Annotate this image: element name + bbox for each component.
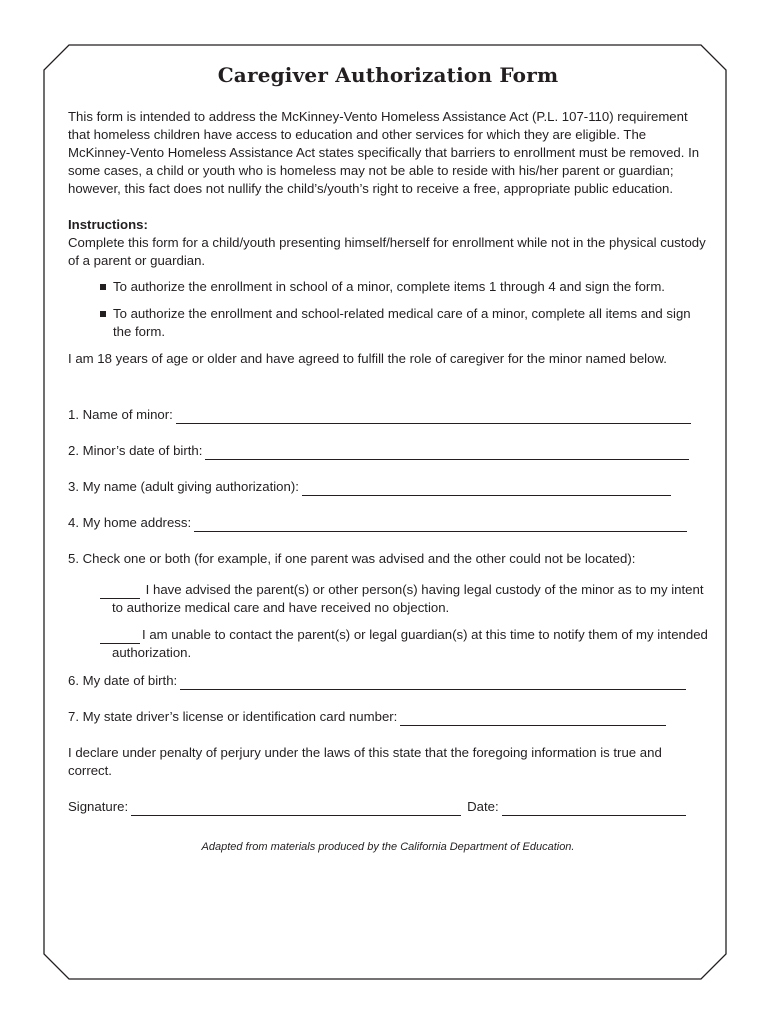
license-number-input-line[interactable]	[400, 712, 666, 726]
check-instruction: 5. Check one or both (for example, if one parent was advised and the other could not be located):	[68, 551, 636, 566]
check-options	[100, 581, 708, 662]
list-item	[100, 278, 708, 296]
signature-row	[68, 798, 708, 816]
field-label: 3. My name (adult giving authorization):	[68, 479, 299, 494]
instructions-section	[68, 216, 708, 341]
form-title: Caregiver Authorization Form	[217, 63, 559, 87]
footer-note: Adapted from materials produced by the California Department of Education.	[201, 841, 575, 853]
home-address-input-line[interactable]	[194, 518, 687, 532]
field-label: 6. My date of birth:	[68, 673, 178, 688]
form-content	[68, 62, 708, 856]
field-label: 4. My home address:	[68, 515, 192, 530]
adult-name-input-line[interactable]	[302, 482, 671, 496]
check-option-text: I have advised the parent(s) or other person(s) having legal custody of the minor as to my intent to authorize medical care and have received no objection.	[112, 582, 704, 615]
minor-dob-field	[68, 442, 708, 460]
check-option-unable	[100, 626, 708, 662]
instructions-text: Complete this form for a child/youth presenting himself/herself for enrollment while not in the physical custody of a parent or guardian.	[68, 235, 706, 268]
adult-name-field	[68, 478, 708, 496]
minor-dob-input-line[interactable]	[205, 446, 689, 460]
minor-name-input-line[interactable]	[176, 410, 691, 424]
list-item	[100, 305, 708, 341]
instructions-heading: Instructions:	[68, 217, 148, 232]
perjury-declaration: I declare under penalty of perjury under the laws of this state that the foregoing information is true and correct.	[68, 745, 662, 778]
square-bullet-icon	[100, 311, 106, 317]
field-label: 7. My state driver’s license or identification card number:	[68, 709, 398, 724]
list-item-text: To authorize the enrollment and school-related medical care of a minor, complete all items and sign the form.	[113, 306, 691, 339]
signature-label: Signature:	[68, 799, 129, 814]
field-label: 1. Name of minor:	[68, 407, 173, 422]
check-blank-advised[interactable]	[100, 585, 140, 599]
intro-paragraph: This form is intended to address the McKinney-Vento Homeless Assistance Act (P.L. 107-110) requirement that homeless children have access to education and other services for which they are eligible. The McKinney-Vento Homeless Assistance Act states specifically that barriers to enrollment must be removed. In some cases, a child or youth who is homeless may not be able to reside with his/her parent or guardian; however, this fact does not nullify the child’s/youth’s right to receive a free, appropriate public education.	[68, 109, 700, 196]
date-input-line[interactable]	[502, 802, 686, 816]
check-option-text: I am unable to contact the parent(s) or legal guardian(s) at this time to notify them of my intended authorization.	[112, 627, 708, 660]
list-item-text: To authorize the enrollment in school of a minor, complete items 1 through 4 and sign the form.	[113, 279, 665, 294]
instructions-list	[100, 278, 708, 341]
date-label: Date:	[467, 799, 499, 814]
field-label: 2. Minor’s date of birth:	[68, 443, 203, 458]
caregiver-statement: I am 18 years of age or older and have agreed to fulfill the role of caregiver for the minor named below.	[68, 351, 667, 366]
check-option-advised	[100, 581, 708, 617]
check-blank-unable[interactable]	[100, 630, 140, 644]
adult-dob-input-line[interactable]	[180, 676, 686, 690]
square-bullet-icon	[100, 284, 106, 290]
signature-input-line[interactable]	[131, 802, 461, 816]
minor-name-field	[68, 406, 708, 424]
license-number-field	[68, 708, 708, 726]
home-address-field	[68, 514, 708, 532]
adult-dob-field	[68, 672, 708, 690]
